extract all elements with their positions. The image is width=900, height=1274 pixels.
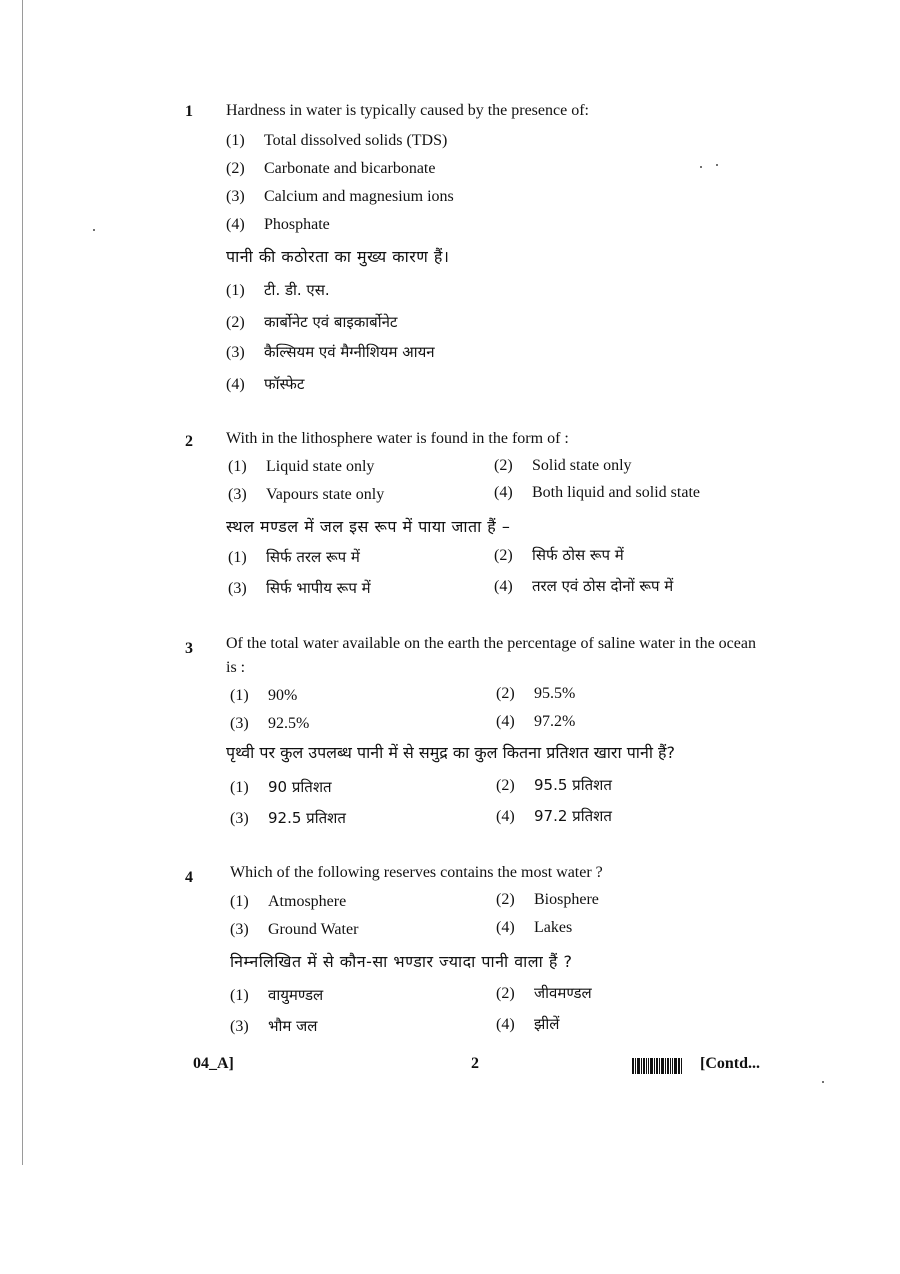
paper-code: 04_A] [193,1055,234,1072]
option-hi: (4) तरल एवं ठोस दोनों रूप में [494,577,674,595]
option-en: (2) Solid state only [494,457,632,474]
option-en: (3) Ground Water [230,921,359,938]
option-en: (4) 97.2% [496,713,576,730]
option-en: (1) Total dissolved solids (TDS) [226,132,448,149]
barcode-icon [632,1058,694,1074]
question-text-hi: पानी की कठोरता का मुख्य कारण हैं। [226,247,450,266]
continued-label: [Contd... [700,1055,761,1072]
option-en: (1) 90% [230,687,298,704]
option-hi: (4) 97.2 प्रतिशत [496,807,612,825]
scan-speck [700,166,702,168]
question-number: 1 [185,103,193,120]
option-hi: (1) 90 प्रतिशत [230,778,332,796]
question-text-hi: निम्नलिखित में से कौन-सा भण्डार ज्यादा पानी वाला हैं ? [230,952,573,971]
option-en: (2) Biosphere [496,891,599,908]
option-en: (3) 92.5% [230,715,310,732]
option-hi: (2) कार्बोनेट एवं बाइकार्बोनेट [226,313,398,331]
question-text-hi: स्थल मण्डल में जल इस रूप में पाया जाता हैं – [226,517,511,536]
option-hi: (2) 95.5 प्रतिशत [496,776,612,794]
scan-speck [822,1081,824,1083]
question-number: 2 [185,433,193,450]
option-hi: (4) फॉस्फेट [226,375,305,393]
scan-speck [716,164,718,166]
option-hi: (3) सिर्फ भापीय रूप में [228,579,371,597]
option-hi: (2) सिर्फ ठोस रूप में [494,546,624,564]
option-hi: (2) जीवमण्डल [496,984,592,1002]
option-hi: (3) 92.5 प्रतिशत [230,809,346,827]
option-en: (4) Phosphate [226,216,330,233]
option-hi: (1) टी. डी. एस. [226,281,330,299]
question-text-en: Hardness in water is typically caused by the presence of: [226,102,589,119]
option-en: (1) Liquid state only [228,458,375,475]
option-en: (3) Vapours state only [228,486,385,503]
question-text-en: Which of the following reserves contains the most water ? [230,864,603,881]
option-en: (2) 95.5% [496,685,576,702]
option-en: (4) Lakes [496,919,573,936]
option-hi: (3) भौम जल [230,1017,318,1035]
question-number: 4 [185,869,193,886]
option-en: (3) Calcium and magnesium ions [226,188,454,205]
option-hi: (4) झीलें [496,1015,560,1033]
question-number: 3 [185,640,193,657]
question-text-en: Of the total water available on the earth the percentage of saline water in the ocean is : [226,635,756,676]
option-hi: (1) वायुमण्डल [230,986,324,1004]
question-text-hi: पृथ्वी पर कुल उपलब्ध पानी में से समुद्र का कुल कितना प्रतिशत खारा पानी हैं? [226,743,676,762]
page-margin-line [22,0,23,1165]
question-text-en: With in the lithosphere water is found in the form of : [226,430,569,447]
option-en: (4) Both liquid and solid state [494,484,700,501]
option-hi: (3) कैल्सियम एवं मैग्नीशियम आयन [226,343,435,361]
option-hi: (1) सिर्फ तरल रूप में [228,548,360,566]
option-en: (1) Atmosphere [230,893,347,910]
scan-speck [93,229,95,231]
page-number: 2 [471,1055,479,1072]
option-en: (2) Carbonate and bicarbonate [226,160,436,177]
